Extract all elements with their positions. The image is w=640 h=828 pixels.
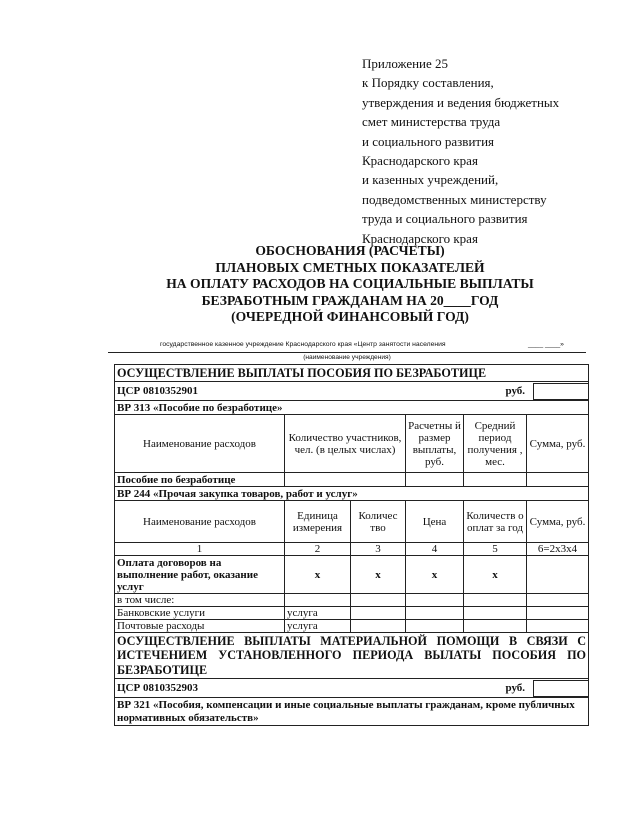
cell-price[interactable] [406, 620, 464, 633]
section1-rub-label: руб. [505, 385, 526, 397]
document-title [100, 243, 600, 326]
col-header-unit: Единица измерения [285, 501, 351, 543]
col-header-price: Цена [406, 501, 464, 543]
cell-sum[interactable] [527, 607, 589, 620]
appendix-line: труда и социального развития [362, 211, 528, 227]
col-header-payment: Расчетны й размер выплаты, руб. [406, 415, 464, 473]
appendix-line: подведомственных министерству [362, 191, 547, 207]
institution-line [108, 340, 586, 353]
col-number: 1 [115, 543, 285, 556]
cell-price[interactable] [406, 607, 464, 620]
cell-pays[interactable] [464, 607, 527, 620]
appendix-line: утверждения и ведения бюджетных [362, 94, 560, 110]
title-line: ОБОСНОВАНИЯ (РАСЧЕТЫ) [255, 243, 445, 258]
cell-qty[interactable] [351, 594, 406, 607]
section1-csr-row [115, 382, 589, 401]
cell-sum[interactable] [527, 473, 589, 487]
appendix-line: смет министерства труда [362, 114, 501, 130]
title-line: НА ОПЛАТУ РАСХОДОВ НА СОЦИАЛЬНЫЕ ВЫПЛАТЫ [166, 276, 534, 292]
title-line: ПЛАНОВЫХ СМЕТНЫХ ПОКАЗАТЕЛЕЙ [215, 259, 485, 275]
cell-qty[interactable] [351, 620, 406, 633]
cell-pays[interactable] [464, 620, 527, 633]
appendix-block [362, 54, 622, 248]
col-header-participants: Количество участников, чел. (в целых числах) [285, 415, 406, 473]
cell-qty: х [351, 556, 406, 594]
title-line: БЕЗРАБОТНЫМ ГРАЖДАНАМ НА 20____ГОД [201, 292, 499, 308]
row-including: в том числе: [115, 594, 285, 607]
cell-period[interactable] [464, 473, 527, 487]
section1-heading: ОСУЩЕСТВЛЕНИЕ ВЫПЛАТЫ ПОСОБИЯ ПО БЕЗРАБОТИЦЕ [115, 365, 589, 382]
cell-sum[interactable] [527, 594, 589, 607]
row-bank-services: Банковские услуги [115, 607, 285, 620]
cell-unit: услуга [285, 607, 351, 620]
col-number: 4 [406, 543, 464, 556]
cell-sum[interactable] [527, 620, 589, 633]
col-header-sum: Сумма, руб. [527, 415, 589, 473]
section3-rub-input[interactable] [533, 680, 589, 697]
section3-csr-row [115, 679, 589, 698]
appendix-line: и казенных учреждений, [362, 172, 499, 188]
appendix-line: Краснодарского края [362, 153, 478, 169]
cell-unit: х [285, 556, 351, 594]
appendix-line: к Порядку составления, [362, 75, 494, 91]
cell-participants[interactable] [285, 473, 406, 487]
row-unemployment-benefit: Пособие по безработице [115, 473, 285, 487]
cell-price[interactable] [406, 594, 464, 607]
cell-pays[interactable] [464, 594, 527, 607]
institution-name: государственное казенное учреждение Краснодарского края «Центр занятости населения [160, 341, 446, 348]
section1-rub-input[interactable] [533, 383, 589, 400]
appendix-line: Приложение 25 [362, 56, 449, 71]
section3-csr: ЦСР 0810352903 [117, 682, 198, 694]
col-header-name: Наименование расходов [115, 501, 285, 543]
col-number: 3 [351, 543, 406, 556]
col-header-sum: Сумма, руб. [527, 501, 589, 543]
cell-payment[interactable] [406, 473, 464, 487]
section1-vr: ВР 313 «Пособие по безработице» [115, 401, 589, 415]
estimate-table [114, 364, 589, 726]
cell-qty[interactable] [351, 607, 406, 620]
cell-price: х [406, 556, 464, 594]
col-header-name: Наименование расходов [115, 415, 285, 473]
section3-heading: ОСУЩЕСТВЛЕНИЕ ВЫПЛАТЫ МАТЕРИАЛЬНОЙ ПОМОЩИ В СВЯЗИ С ИСТЕЧЕНИЕМ УСТАНОВЛЕННОГО ПЕРИОДА ВЫЛАТЫ ПОСОБИЯ ПО БЕЗРАБОТИЦЕ [115, 633, 589, 679]
section3-rub-label: руб. [505, 682, 526, 694]
cell-unit: услуга [285, 620, 351, 633]
title-line: (ОЧЕРЕДНОЙ ФИНАНСОВЫЙ ГОД) [231, 309, 469, 325]
col-header-qty: Количес тво [351, 501, 406, 543]
institution-blank: ____ ____» [528, 341, 564, 348]
row-contract-payment: Оплата договоров на выполнение работ, оказание услуг [115, 556, 285, 594]
row-postal-expenses: Почтовые расходы [115, 620, 285, 633]
col-header-pays: Количеств о оплат за год [464, 501, 527, 543]
cell-pays: х [464, 556, 527, 594]
col-number: 2 [285, 543, 351, 556]
section1-csr: ЦСР 0810352901 [117, 385, 198, 397]
institution-caption: (наименование учреждения) [303, 354, 391, 361]
cell-sum[interactable] [527, 556, 589, 594]
col-number: 6=2х3х4 [527, 543, 589, 556]
section3-vr: ВР 321 «Пособия, компенсации и иные социальные выплаты гражданам, кроме публичных нормативных обязательств» [115, 698, 589, 726]
section2-vr: ВР 244 «Прочая закупка товаров, работ и услуг» [115, 487, 589, 501]
appendix-line: Краснодарского края [362, 230, 478, 246]
cell-unit[interactable] [285, 594, 351, 607]
appendix-line: и социального развития [362, 133, 495, 149]
col-number: 5 [464, 543, 527, 556]
col-header-period: Средний период получения , мес. [464, 415, 527, 473]
